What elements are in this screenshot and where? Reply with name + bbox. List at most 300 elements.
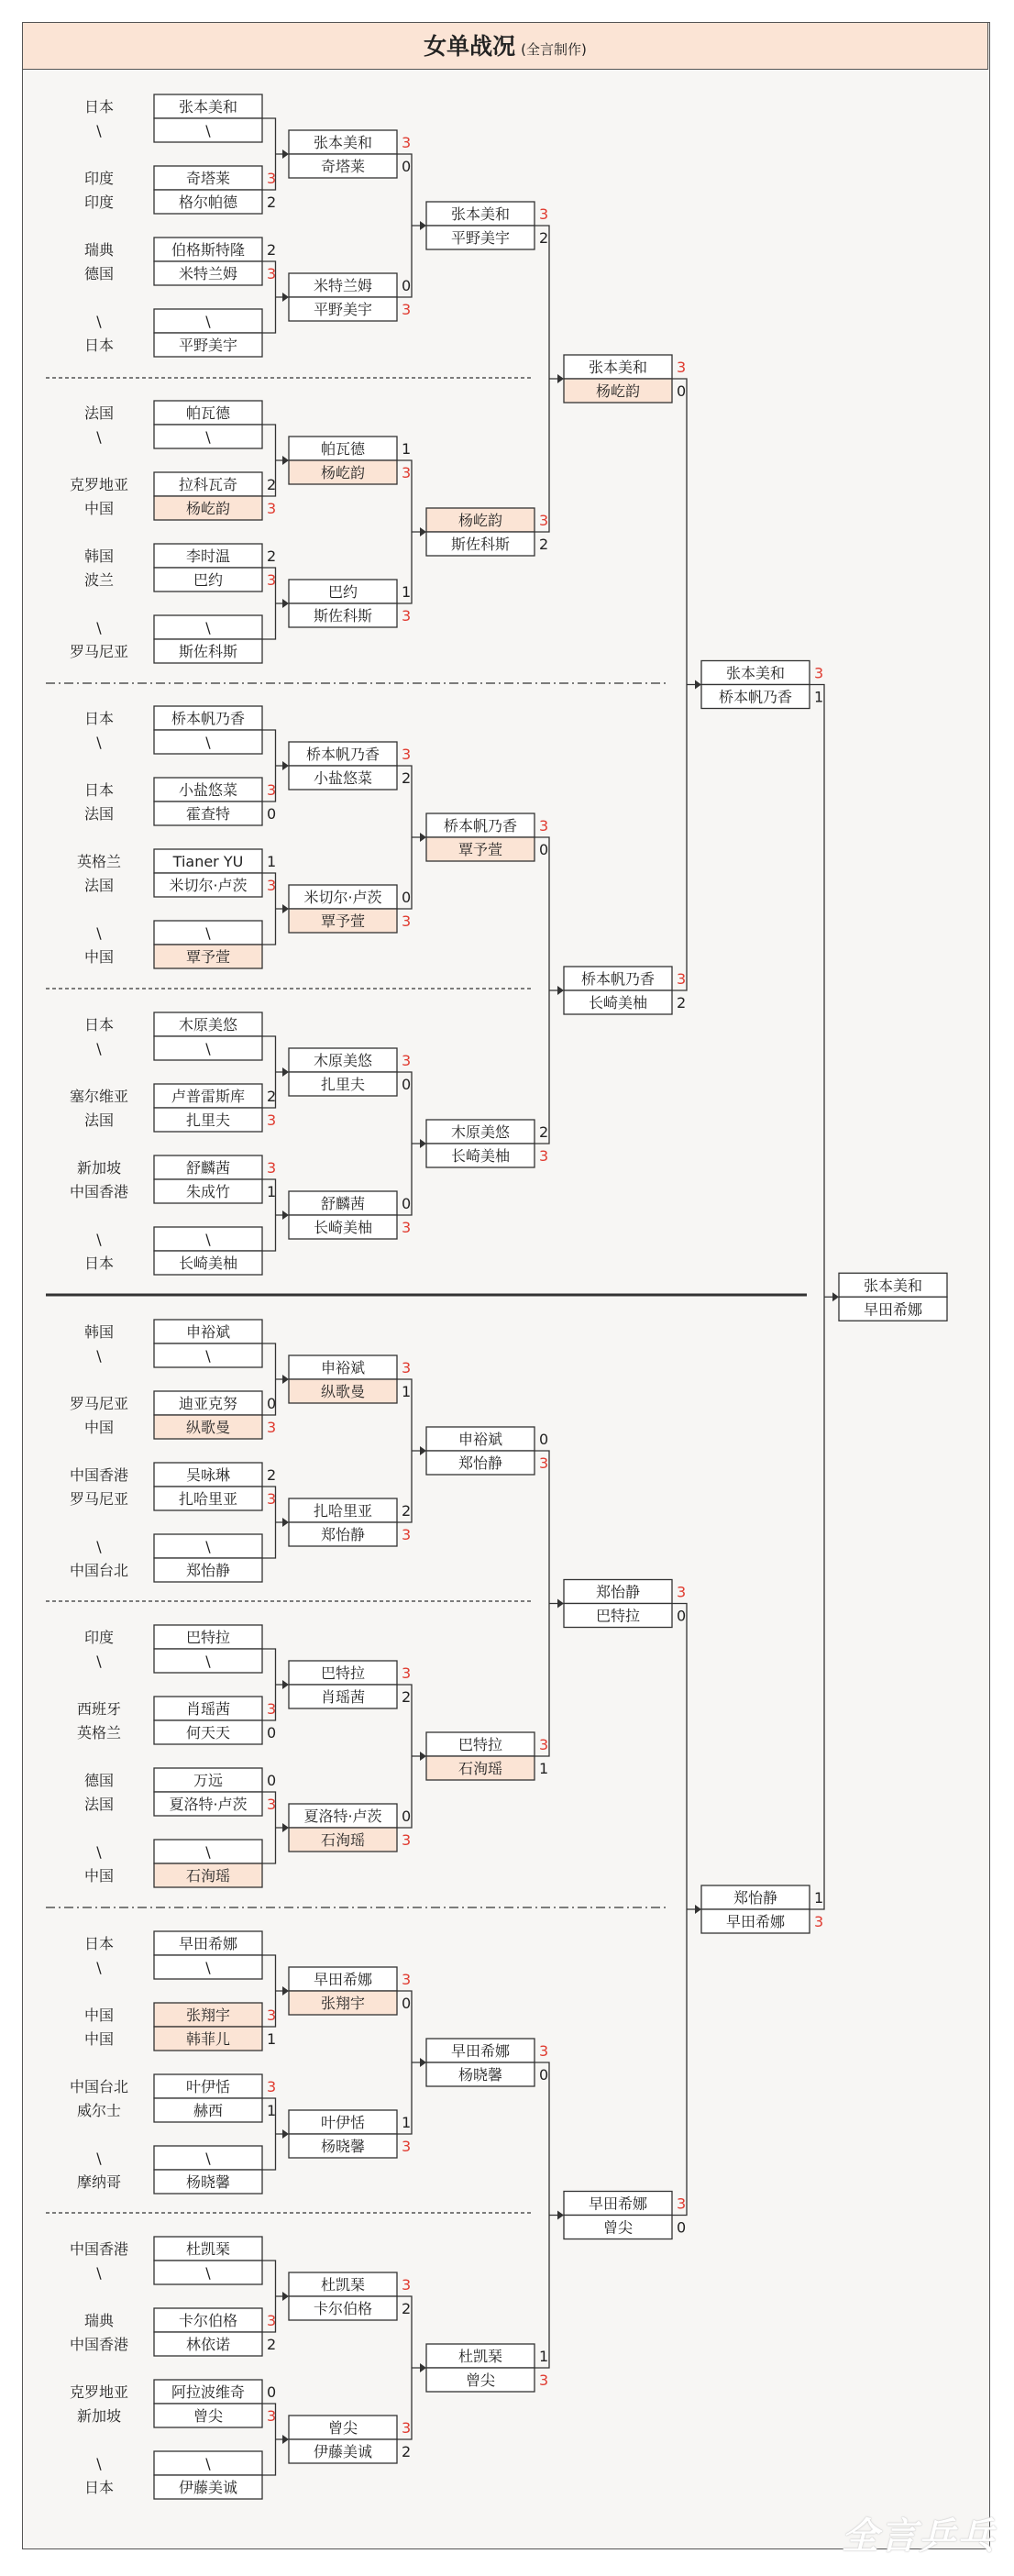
player-slot [564,990,686,1014]
player-slot [96,730,262,754]
player-score: 0 [267,1395,277,1412]
player-name: \ [205,2455,211,2472]
player-country: 印度 [83,1629,115,1646]
player-slot [84,706,262,730]
player-name: 拉科瓦奇 [178,476,238,493]
connector-arrow [557,374,564,383]
connector-arrow [282,904,289,913]
connector-arrow [282,1680,289,1689]
player-name: 米切尔·卢茨 [169,877,248,894]
player-score: 3 [677,1583,687,1601]
player-name: 吴咏琳 [185,1466,231,1484]
player-name: 桥本帆乃香 [580,970,656,988]
player-slot [289,1072,411,1096]
player-name: 米切尔·卢茨 [303,889,382,906]
player-slot [289,580,411,603]
player-slot [84,1931,262,1955]
player-name: 朱成竹 [185,1183,231,1200]
connector-line [535,2062,558,2368]
player-slot [84,1768,276,1792]
player-name: 巴特拉 [595,1607,641,1625]
player-slot [426,837,548,861]
player-slot [84,1251,262,1275]
player-country: 韩国 [83,547,115,565]
player-name: 木原美悠 [313,1052,373,1069]
player-score: 3 [402,1971,412,1988]
player-country: \ [96,734,102,751]
player-slot [96,1840,262,1863]
player-score: 3 [267,877,277,894]
player-name: \ [205,2150,211,2167]
player-slot [84,1625,262,1649]
player-slot [289,1991,411,2015]
player-score: 2 [539,536,549,553]
player-country: 韩国 [83,1323,115,1341]
player-slot [426,2368,548,2392]
player-country: 罗马尼亚 [69,1395,129,1412]
player-slot [289,1828,411,1852]
player-name: 曾尖 [327,2419,358,2437]
player-country: 罗马尼亚 [69,643,129,660]
player-name: 夏洛特·卢茨 [169,1796,248,1813]
player-name: 奇塔莱 [185,170,231,187]
player-name: 扎哈里亚 [313,1502,373,1520]
player-slot [289,1379,411,1403]
player-name: 李时温 [185,547,231,565]
player-name: 桥本帆乃香 [305,746,380,763]
player-score: 2 [267,1088,277,1105]
player-score: 3 [539,2042,549,2060]
player-country: \ [96,619,102,636]
player-score: 3 [402,134,412,151]
player-slot [289,2272,411,2296]
player-name: 曾尖 [465,2371,496,2389]
player-country: 中国台北 [69,2078,129,2095]
connector-arrow [282,293,289,302]
player-slot [289,460,411,484]
player-name: 张本美和 [725,664,786,682]
player-name: 早田希娜 [450,2042,511,2060]
connector-arrow [557,986,564,995]
player-slot [289,1215,411,1239]
player-slot [84,401,262,425]
player-score: 0 [267,1772,277,1789]
player-slot [84,2475,262,2499]
player-score: 2 [402,2300,412,2317]
player-slot [84,873,276,897]
player-name: 郑怡静 [595,1583,641,1601]
player-country: 印度 [83,170,115,187]
player-name: 平野美宇 [313,301,373,318]
player-name: \ [205,313,211,330]
player-name: 早田希娜 [313,1971,373,1988]
player-country: 日本 [83,710,115,727]
player-slot [564,2192,686,2216]
player-name: \ [205,2264,211,2282]
connector-line [397,154,421,297]
player-slot [77,849,276,873]
player-score: 2 [267,547,277,565]
player-slot [701,1909,823,1933]
player-name: 张本美和 [863,1277,923,1295]
player-name: 早田希娜 [863,1300,923,1319]
connector-line [535,226,558,532]
player-slot [426,813,548,837]
player-name: 长崎美柚 [588,994,648,1012]
connector-line [535,837,558,1144]
player-score: 3 [267,1700,277,1718]
player-country: 法国 [83,404,115,422]
player-slot [564,967,686,990]
player-name: 长崎美柚 [313,1219,373,1236]
player-country: 德国 [83,1772,115,1789]
player-score: 3 [677,359,687,376]
player-slot [84,190,276,214]
player-slot [289,885,411,909]
player-slot [426,1427,548,1451]
connector-arrow [832,1292,839,1301]
player-score: 1 [402,440,412,458]
player-name: 杨屹韵 [457,512,503,529]
player-slot [77,1720,276,1744]
player-score: 1 [402,1383,412,1400]
player-slot [289,766,411,790]
player-name: \ [205,1538,211,1555]
player-score: 2 [402,1688,412,1706]
connector-arrow [282,1518,289,1527]
connector-line [397,2296,421,2439]
player-score: 3 [402,1219,412,1236]
connector-line [535,1451,558,1756]
player-name: 巴特拉 [457,1736,503,1753]
player-score: 3 [402,1359,412,1376]
player-name: 郑怡静 [733,1889,778,1907]
player-name: 杨屹韵 [320,464,366,481]
player-score: 3 [539,205,549,223]
player-score: 3 [267,1111,277,1129]
player-score: 3 [267,1490,277,1508]
page-title: 女单战况 [424,33,516,60]
connector-arrow [282,2292,289,2301]
player-country: 日本 [83,1255,115,1272]
player-score: 0 [402,277,412,294]
player-name: 早田希娜 [178,1935,238,1952]
player-slot [96,1343,262,1367]
player-name: 曾尖 [193,2407,224,2425]
player-score: 0 [402,158,412,175]
player-country: \ [96,1347,102,1365]
player-score: 3 [267,500,277,517]
player-name: 万远 [193,1772,224,1789]
player-name: 格尔帕德 [178,193,238,211]
player-slot [70,1463,276,1487]
player-slot [701,685,823,709]
player-score: 3 [402,2138,412,2155]
player-slot [84,238,276,261]
player-name: 石洵瑶 [320,1831,366,1849]
player-score: 3 [402,1526,412,1543]
connector-arrow [695,1905,701,1914]
player-score: 2 [267,193,277,211]
player-slot [96,1534,262,1558]
player-score: 3 [402,2276,412,2294]
player-country: 中国 [83,500,115,517]
player-name: 杨晓馨 [320,2138,366,2155]
player-score: 3 [677,970,687,988]
player-slot [289,2439,411,2463]
player-name: 杨晓馨 [457,2066,503,2084]
connector-arrow [282,599,289,608]
player-score: 3 [539,817,549,835]
player-country: 摩纳哥 [76,2173,122,2191]
player-slot [84,1792,276,1816]
player-slot [84,1012,262,1036]
player-country: 日本 [83,1016,115,1034]
player-name: 巴约 [327,583,358,601]
connector-arrow [557,2211,564,2220]
player-name: 巴特拉 [185,1629,231,1646]
player-slot [426,2062,548,2086]
player-name: 覃予萱 [185,948,231,966]
connector-arrow [282,761,289,770]
player-country: \ [96,1843,102,1861]
connector-arrow [282,1823,289,1832]
player-slot [84,1108,276,1132]
connector-arrow [420,833,426,842]
player-name: 纵歌曼 [185,1419,231,1436]
player-score: 3 [402,912,412,930]
player-country: 中国 [83,2007,115,2024]
player-slot [289,1355,411,1379]
player-name: 申裕斌 [457,1431,503,1448]
player-country: \ [96,122,102,139]
player-score: 3 [267,265,277,282]
player-slot [289,273,411,297]
player-slot [96,1036,262,1060]
player-score: 3 [402,301,412,318]
player-score: 0 [402,889,412,906]
player-score: 2 [402,1502,412,1520]
player-slot [289,1191,411,1215]
player-slot [84,544,276,568]
player-slot [289,909,411,933]
player-slot [70,1558,262,1582]
player-name: \ [205,924,211,942]
connector-line [397,1072,421,1215]
player-score: 3 [402,1052,412,1069]
connector-line [397,766,421,909]
player-score: 1 [402,2114,412,2131]
player-score: 2 [267,1466,277,1484]
connector-arrow [557,1599,564,1609]
player-country: 德国 [83,265,115,282]
player-score: 0 [539,1431,549,1448]
connector-arrow [420,1139,426,1148]
player-slot [84,261,276,285]
connector-line [810,685,833,1910]
player-country: 英格兰 [76,1724,122,1741]
player-country: 印度 [83,193,115,211]
player-slot [289,297,411,321]
player-slot [84,2003,276,2027]
player-slot [96,2261,262,2284]
player-name: 桥本帆乃香 [718,688,793,706]
player-name: 扎里夫 [320,1076,366,1093]
player-name: 木原美悠 [450,1123,511,1141]
player-country: 克罗地亚 [69,2383,129,2401]
player-slot [839,1297,947,1321]
player-name: 张翔宇 [320,1995,366,2012]
player-slot [84,166,276,190]
connector-arrow [282,149,289,159]
player-name: 伯格斯特隆 [171,241,246,259]
player-country: 日本 [83,1935,115,1952]
connector-arrow [420,527,426,536]
player-name: 韩菲儿 [185,2030,231,2048]
player-name: 杨晓馨 [185,2173,231,2191]
player-slot [289,742,411,766]
player-score: 0 [539,841,549,858]
page-subtitle: (全言制作) [521,41,587,58]
player-slot [564,1580,686,1604]
player-country: 中国香港 [69,1183,129,1200]
player-score: 3 [402,2419,412,2437]
player-score: 0 [402,1195,412,1212]
player-score: 1 [814,688,824,706]
player-score: 3 [267,1159,277,1177]
player-name: 杨屹韵 [185,500,231,517]
connector-arrow [282,1986,289,1996]
player-score: 3 [402,746,412,763]
watermark: 全言乒乓 [842,2515,996,2558]
player-score: 0 [539,2066,549,2084]
player-name: 何天天 [185,1724,231,1741]
player-name: 小盐悠菜 [313,769,373,787]
player-country: 日本 [83,98,115,116]
player-slot [426,2039,548,2062]
player-country: 法国 [83,805,115,823]
player-name: \ [205,122,211,139]
player-slot [70,2074,276,2098]
player-slot [70,1487,276,1510]
player-slot [70,639,262,663]
player-name: 桥本帆乃香 [443,817,518,835]
player-country: \ [96,2150,102,2167]
player-name: 杜凯琹 [185,2240,231,2258]
player-name: 杜凯琹 [320,2276,366,2294]
player-country: 罗马尼亚 [69,1490,129,1508]
player-name: \ [205,1347,211,1365]
player-score: 1 [267,2030,277,2048]
player-slot [96,1955,262,1979]
player-name: 覃予萱 [320,912,366,930]
player-country: \ [96,313,102,330]
player-score: 3 [539,1454,549,1472]
player-country: 中国香港 [69,1466,129,1484]
connector-arrow [420,2363,426,2372]
player-country: 中国 [83,1419,115,1436]
player-slot [426,226,548,249]
player-country: 克罗地亚 [69,476,129,493]
player-name: 伊藤美诚 [178,2479,238,2496]
connector-arrow [282,1211,289,1220]
player-name: 郑怡静 [320,1526,366,1543]
player-slot [96,921,262,945]
player-score: 1 [267,853,277,870]
player-slot [839,1273,947,1297]
player-slot [84,2027,276,2051]
player-score: 0 [677,1607,687,1625]
player-score: 0 [677,2218,687,2237]
player-name: 张翔宇 [185,2007,231,2024]
player-score: 3 [539,512,549,529]
player-name: 郑怡静 [457,1454,503,1472]
connector-line [672,379,696,990]
player-slot [289,1522,411,1546]
player-slot [289,437,411,460]
player-slot [77,2098,276,2122]
player-name: 申裕斌 [320,1359,366,1376]
player-country: \ [96,924,102,942]
player-slot [70,1084,276,1108]
player-country: 日本 [83,337,115,354]
player-slot [70,2332,276,2356]
player-name: 斯佐科斯 [450,536,511,553]
player-slot [96,425,262,448]
player-name: 米特兰姆 [178,265,238,282]
player-country: 中国 [83,2030,115,2048]
player-slot [289,1048,411,1072]
player-slot [96,118,262,142]
player-slot [77,2170,262,2194]
player-name: 张本美和 [313,134,373,151]
player-country: 法国 [83,1796,115,1813]
player-score: 0 [267,805,277,823]
player-name: 叶伊恬 [320,2114,366,2131]
player-slot [77,1697,276,1720]
player-score: 0 [677,382,687,400]
player-name: 斯佐科斯 [178,643,238,660]
player-slot [564,379,686,403]
player-name: 叶伊恬 [185,2078,231,2095]
player-slot [289,2134,411,2158]
player-score: 2 [677,994,687,1012]
player-score: 3 [814,664,824,682]
player-slot [96,1649,262,1673]
player-score: 3 [267,571,277,589]
player-country: 法国 [83,877,115,894]
player-name: 卡尔伯格 [313,2300,373,2317]
player-name: 杨屹韵 [595,382,641,400]
player-slot [426,1144,548,1167]
player-name: 曾尖 [602,2218,634,2237]
player-slot [96,1227,262,1251]
player-country: \ [96,1653,102,1670]
player-score: 3 [267,2407,277,2425]
player-name: 桥本帆乃香 [171,710,246,727]
player-name: \ [205,1843,211,1861]
player-name: \ [205,1959,211,1976]
player-score: 1 [814,1889,824,1907]
player-score: 3 [402,1831,412,1849]
player-name: 长崎美柚 [450,1147,511,1165]
player-slot [701,661,823,685]
player-name: 斯佐科斯 [313,607,373,625]
player-slot [84,802,276,825]
player-slot [289,603,411,627]
player-name: 奇塔莱 [320,158,366,175]
player-score: 1 [539,1760,549,1777]
